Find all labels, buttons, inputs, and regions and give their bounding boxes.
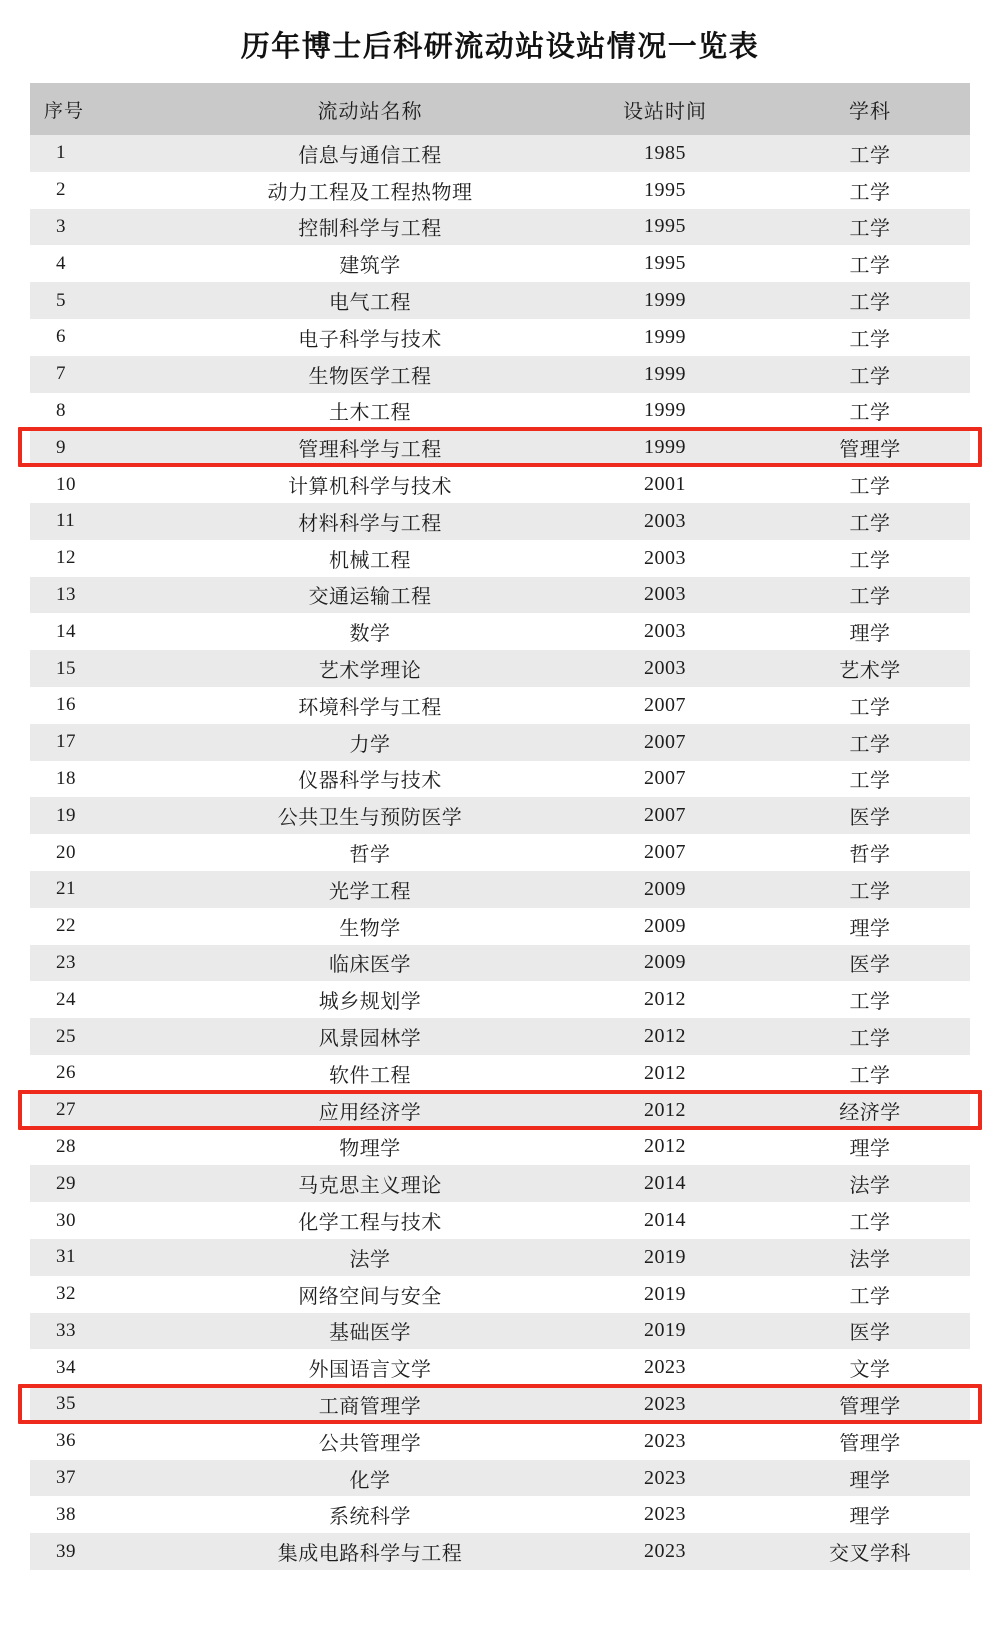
page-title: 历年博士后科研流动站设站情况一览表	[240, 31, 760, 63]
column-header-index: 序号	[30, 83, 180, 135]
cell-year: 1999	[560, 429, 770, 466]
cell-idx: 37	[30, 1460, 180, 1497]
cell-idx: 24	[30, 981, 180, 1018]
cell-idx: 16	[30, 687, 180, 724]
table-row	[30, 1386, 970, 1423]
cell-year: 1985	[560, 135, 770, 172]
cell-name: 管理科学与工程	[180, 429, 560, 466]
cell-idx: 14	[30, 613, 180, 650]
cell-disc: 工学	[770, 356, 970, 393]
cell-name: 交通运输工程	[180, 577, 560, 614]
cell-name: 外国语言文学	[180, 1349, 560, 1386]
cell-disc: 管理学	[770, 429, 970, 466]
cell-idx: 31	[30, 1239, 180, 1276]
table-row	[30, 650, 970, 687]
table-row	[30, 540, 970, 577]
column-header-year: 设站时间	[560, 83, 770, 135]
table-row	[30, 1313, 970, 1350]
cell-name: 建筑学	[180, 245, 560, 282]
cell-disc: 理学	[770, 1129, 970, 1166]
cell-idx: 19	[30, 797, 180, 834]
table-row	[30, 724, 970, 761]
cell-idx: 7	[30, 356, 180, 393]
cell-name: 控制科学与工程	[180, 209, 560, 246]
table-row	[30, 1055, 970, 1092]
cell-name: 哲学	[180, 834, 560, 871]
cell-year: 2012	[560, 981, 770, 1018]
cell-disc: 管理学	[770, 1386, 970, 1423]
cell-idx: 32	[30, 1276, 180, 1313]
cell-year: 1999	[560, 319, 770, 356]
cell-disc: 工学	[770, 540, 970, 577]
cell-year: 1999	[560, 393, 770, 430]
cell-idx: 12	[30, 540, 180, 577]
cell-idx: 38	[30, 1496, 180, 1533]
cell-disc: 工学	[770, 724, 970, 761]
cell-disc: 法学	[770, 1165, 970, 1202]
cell-name: 光学工程	[180, 871, 560, 908]
cell-name: 环境科学与工程	[180, 687, 560, 724]
cell-name: 城乡规划学	[180, 981, 560, 1018]
cell-disc: 工学	[770, 1055, 970, 1092]
table-row	[30, 687, 970, 724]
cell-idx: 27	[30, 1092, 180, 1129]
cell-name: 仪器科学与技术	[180, 761, 560, 798]
table-row	[30, 797, 970, 834]
cell-disc: 医学	[770, 1313, 970, 1350]
cell-name: 化学	[180, 1460, 560, 1497]
cell-name: 风景园林学	[180, 1018, 560, 1055]
cell-year: 2007	[560, 797, 770, 834]
table-row	[30, 393, 970, 430]
cell-name: 电气工程	[180, 282, 560, 319]
cell-idx: 28	[30, 1129, 180, 1166]
cell-year: 2012	[560, 1018, 770, 1055]
cell-year: 1995	[560, 172, 770, 209]
cell-disc: 工学	[770, 503, 970, 540]
cell-idx: 36	[30, 1423, 180, 1460]
cell-disc: 工学	[770, 577, 970, 614]
cell-disc: 工学	[770, 761, 970, 798]
cell-name: 法学	[180, 1239, 560, 1276]
cell-disc: 理学	[770, 1496, 970, 1533]
table-row	[30, 356, 970, 393]
cell-name: 公共管理学	[180, 1423, 560, 1460]
cell-idx: 21	[30, 871, 180, 908]
cell-idx: 22	[30, 908, 180, 945]
cell-year: 2003	[560, 613, 770, 650]
cell-name: 马克思主义理论	[180, 1165, 560, 1202]
table-row	[30, 503, 970, 540]
cell-year: 2023	[560, 1460, 770, 1497]
cell-disc: 文学	[770, 1349, 970, 1386]
cell-year: 2003	[560, 503, 770, 540]
cell-name: 集成电路科学与工程	[180, 1533, 560, 1570]
table-row	[30, 1349, 970, 1386]
cell-year: 1999	[560, 356, 770, 393]
cell-year: 1995	[560, 209, 770, 246]
cell-name: 力学	[180, 724, 560, 761]
table-row	[30, 172, 970, 209]
cell-disc: 工学	[770, 1018, 970, 1055]
cell-name: 应用经济学	[180, 1092, 560, 1129]
table-row	[30, 908, 970, 945]
cell-name: 物理学	[180, 1129, 560, 1166]
cell-idx: 39	[30, 1533, 180, 1570]
cell-year: 2009	[560, 908, 770, 945]
cell-disc: 法学	[770, 1239, 970, 1276]
cell-year: 2003	[560, 650, 770, 687]
cell-year: 2023	[560, 1349, 770, 1386]
table-row	[30, 945, 970, 982]
column-header-discipline: 学科	[770, 83, 970, 135]
cell-idx: 11	[30, 503, 180, 540]
column-header-name: 流动站名称	[180, 83, 560, 135]
cell-idx: 18	[30, 761, 180, 798]
cell-name: 软件工程	[180, 1055, 560, 1092]
table-row	[30, 834, 970, 871]
table-row	[30, 981, 970, 1018]
cell-idx: 30	[30, 1202, 180, 1239]
cell-name: 动力工程及工程热物理	[180, 172, 560, 209]
table-header-row	[30, 83, 970, 135]
cell-idx: 9	[30, 429, 180, 466]
table-row	[30, 135, 970, 172]
cell-year: 2019	[560, 1276, 770, 1313]
cell-year: 2009	[560, 871, 770, 908]
table-row	[30, 1460, 970, 1497]
table-row	[30, 613, 970, 650]
table-row	[30, 1496, 970, 1533]
cell-name: 土木工程	[180, 393, 560, 430]
cell-idx: 15	[30, 650, 180, 687]
postdoc-stations-table	[30, 83, 970, 1570]
cell-year: 2003	[560, 540, 770, 577]
cell-name: 艺术学理论	[180, 650, 560, 687]
cell-idx: 35	[30, 1386, 180, 1423]
table-row	[30, 1202, 970, 1239]
cell-disc: 经济学	[770, 1092, 970, 1129]
cell-disc: 工学	[770, 393, 970, 430]
cell-disc: 理学	[770, 1460, 970, 1497]
cell-idx: 4	[30, 245, 180, 282]
cell-name: 生物医学工程	[180, 356, 560, 393]
cell-year: 2019	[560, 1313, 770, 1350]
cell-year: 2023	[560, 1386, 770, 1423]
cell-year: 2023	[560, 1496, 770, 1533]
cell-year: 2019	[560, 1239, 770, 1276]
table-row	[30, 429, 970, 466]
cell-idx: 10	[30, 466, 180, 503]
cell-name: 系统科学	[180, 1496, 560, 1533]
cell-name: 机械工程	[180, 540, 560, 577]
cell-name: 临床医学	[180, 945, 560, 982]
cell-year: 2007	[560, 724, 770, 761]
table-row	[30, 319, 970, 356]
cell-disc: 工学	[770, 1202, 970, 1239]
cell-disc: 管理学	[770, 1423, 970, 1460]
table-row	[30, 1239, 970, 1276]
cell-disc: 工学	[770, 135, 970, 172]
cell-idx: 3	[30, 209, 180, 246]
cell-name: 材料科学与工程	[180, 503, 560, 540]
table-row	[30, 761, 970, 798]
cell-disc: 医学	[770, 945, 970, 982]
table-row	[30, 1423, 970, 1460]
table-row	[30, 1092, 970, 1129]
cell-year: 2003	[560, 577, 770, 614]
cell-name: 公共卫生与预防医学	[180, 797, 560, 834]
table-header	[30, 83, 970, 135]
table-row	[30, 466, 970, 503]
cell-idx: 34	[30, 1349, 180, 1386]
cell-disc: 理学	[770, 908, 970, 945]
cell-idx: 33	[30, 1313, 180, 1350]
cell-disc: 工学	[770, 282, 970, 319]
cell-name: 工商管理学	[180, 1386, 560, 1423]
table-row	[30, 1533, 970, 1570]
cell-year: 2007	[560, 834, 770, 871]
cell-year: 2007	[560, 687, 770, 724]
cell-year: 2012	[560, 1055, 770, 1092]
cell-idx: 13	[30, 577, 180, 614]
cell-disc: 工学	[770, 687, 970, 724]
cell-disc: 工学	[770, 981, 970, 1018]
cell-year: 2007	[560, 761, 770, 798]
table-row	[30, 1129, 970, 1166]
cell-disc: 交叉学科	[770, 1533, 970, 1570]
cell-year: 2012	[560, 1129, 770, 1166]
cell-year: 2023	[560, 1533, 770, 1570]
cell-idx: 25	[30, 1018, 180, 1055]
cell-disc: 艺术学	[770, 650, 970, 687]
cell-year: 2001	[560, 466, 770, 503]
cell-year: 2014	[560, 1202, 770, 1239]
cell-year: 1995	[560, 245, 770, 282]
cell-idx: 29	[30, 1165, 180, 1202]
cell-name: 化学工程与技术	[180, 1202, 560, 1239]
cell-disc: 理学	[770, 613, 970, 650]
cell-disc: 工学	[770, 319, 970, 356]
table-body	[30, 135, 970, 1570]
cell-disc: 工学	[770, 209, 970, 246]
cell-disc: 哲学	[770, 834, 970, 871]
cell-disc: 工学	[770, 871, 970, 908]
cell-idx: 23	[30, 945, 180, 982]
table-row	[30, 245, 970, 282]
cell-year: 2023	[560, 1423, 770, 1460]
cell-name: 生物学	[180, 908, 560, 945]
table-row	[30, 577, 970, 614]
cell-disc: 工学	[770, 172, 970, 209]
table-row	[30, 1165, 970, 1202]
cell-disc: 工学	[770, 245, 970, 282]
cell-idx: 20	[30, 834, 180, 871]
cell-idx: 1	[30, 135, 180, 172]
cell-year: 2012	[560, 1092, 770, 1129]
table-row	[30, 1018, 970, 1055]
cell-name: 信息与通信工程	[180, 135, 560, 172]
cell-disc: 医学	[770, 797, 970, 834]
table-row	[30, 1276, 970, 1313]
table-row	[30, 209, 970, 246]
cell-name: 基础医学	[180, 1313, 560, 1350]
cell-idx: 5	[30, 282, 180, 319]
cell-name: 数学	[180, 613, 560, 650]
cell-idx: 26	[30, 1055, 180, 1092]
cell-year: 1999	[560, 282, 770, 319]
table-row	[30, 282, 970, 319]
cell-year: 2009	[560, 945, 770, 982]
cell-disc: 工学	[770, 1276, 970, 1313]
cell-idx: 8	[30, 393, 180, 430]
table-row	[30, 871, 970, 908]
cell-disc: 工学	[770, 466, 970, 503]
cell-idx: 2	[30, 172, 180, 209]
cell-idx: 17	[30, 724, 180, 761]
cell-year: 2014	[560, 1165, 770, 1202]
cell-idx: 6	[30, 319, 180, 356]
cell-name: 电子科学与技术	[180, 319, 560, 356]
cell-name: 网络空间与安全	[180, 1276, 560, 1313]
cell-name: 计算机科学与技术	[180, 466, 560, 503]
